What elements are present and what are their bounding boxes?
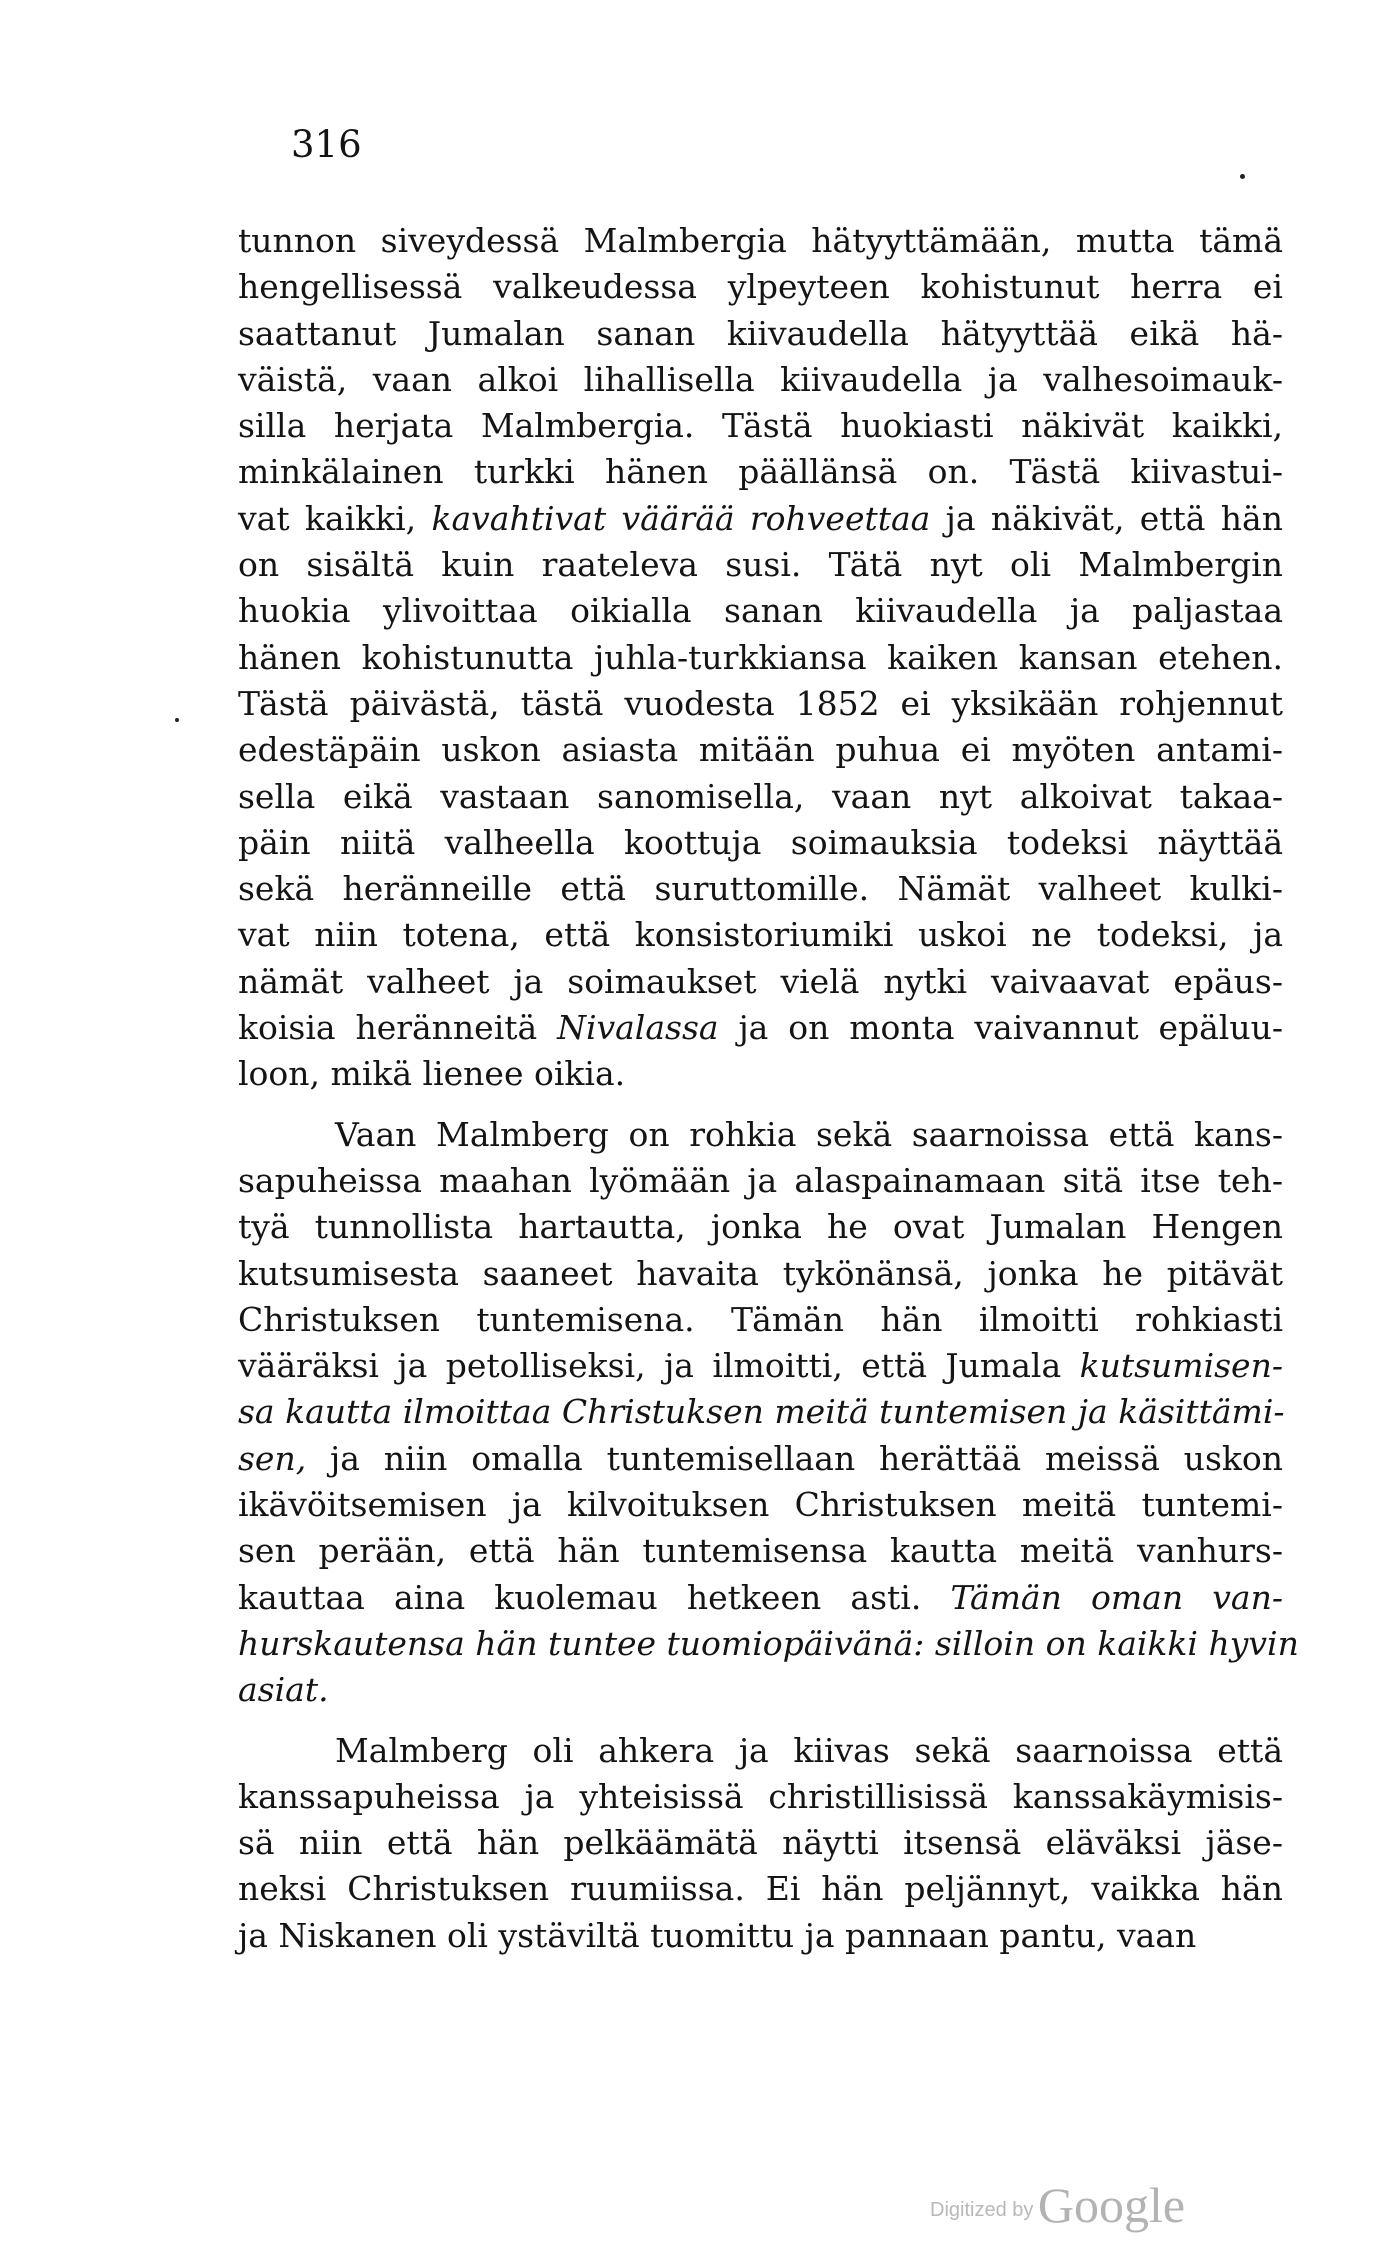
text-segment: loon, mikä lienee oikia.: [238, 1054, 626, 1094]
text-segment: minkälainen turkki hänen päällänsä on. Tästä kiivastui-: [238, 452, 1283, 492]
text-line: [238, 588, 1283, 634]
text-line: [238, 681, 1283, 727]
text-line: [238, 1820, 1283, 1866]
text-line: [238, 820, 1283, 866]
text-segment: väistä, vaan alkoi lihallisella kiivaudella ja valhesoimauk-: [238, 359, 1283, 399]
text-segment: koisia heränneitä: [238, 1008, 558, 1048]
italic-text-segment: kutsumisen-: [1079, 1346, 1283, 1386]
text-line: [238, 1343, 1283, 1389]
text-line: [238, 311, 1283, 357]
italic-text-segment: asiat.: [238, 1670, 329, 1710]
text-line: [238, 449, 1283, 495]
text-segment: huokia ylivoittaa oikialla sanan kiivaudella ja paljastaa: [238, 591, 1283, 631]
text-segment: hengellisessä valkeudessa ylpeyteen kohistunut herra ei: [238, 267, 1283, 307]
text-line: [238, 959, 1283, 1005]
italic-text-segment: hurskautensa hän tuntee tuomiopäivänä: silloin on kaikki hyvin: [238, 1623, 1299, 1663]
text-line: [238, 1913, 1283, 1959]
text-segment: ja näkivät, että hän: [930, 498, 1283, 538]
text-line: [238, 727, 1283, 773]
text-segment: Tästä päivästä, tästä vuodesta 1852 ei yksikään rohjennut: [238, 683, 1283, 723]
italic-text-segment: sa kautta ilmoittaa Christuksen meitä tuntemisen ja käsittämi-: [238, 1392, 1285, 1432]
text-line: [238, 1204, 1283, 1250]
text-segment: ja niin omalla tuntemisellaan herättää meissä uskon: [306, 1438, 1283, 1478]
text-segment: päin niitä valheella koottuja soimauksia todeksi näyttää: [238, 822, 1283, 862]
text-line: [238, 1575, 1283, 1621]
text-segment: sapuheissa maahan lyömään ja alaspainamaan sitä itse teh-: [238, 1160, 1283, 1200]
text-line: [238, 912, 1283, 958]
text-segment: sä niin että hän pelkäämätä näytti itsensä eläväksi jäse-: [238, 1823, 1283, 1863]
text-segment: sen perään, että hän tuntemisensa kautta meitä vanhurs-: [238, 1531, 1283, 1571]
text-line: [238, 1251, 1283, 1297]
text-segment: ikävöitsemisen ja kilvoituksen Christuksen meitä tuntemi-: [238, 1485, 1283, 1525]
italic-text-segment: Nivalassa: [557, 1008, 719, 1048]
watermark-prefix: Digitized by: [930, 2199, 1034, 2221]
page-number: 316: [291, 123, 362, 166]
text-line: [238, 218, 1283, 264]
text-segment: silla herjata Malmbergia. Tästä huokiasti näkivät kaikki,: [238, 406, 1283, 446]
text-segment: hänen kohistunutta juhla-turkkiansa kaiken kansan etehen.: [238, 637, 1283, 677]
text-line: [238, 774, 1283, 820]
text-line: [238, 357, 1283, 403]
text-line: [238, 1297, 1283, 1343]
text-line: [238, 1528, 1283, 1574]
text-line: [238, 542, 1283, 588]
text-line: [238, 1158, 1283, 1204]
text-line: [238, 1774, 1283, 1820]
text-segment: kutsumisesta saaneet havaita tykönänsä, jonka he pitävät: [238, 1253, 1283, 1293]
text-segment: kauttaa aina kuolemau hetkeen asti.: [238, 1577, 951, 1617]
ink-speck: [1240, 174, 1245, 179]
text-segment: ja on monta vaivannut epäluu-: [718, 1008, 1283, 1048]
body-text: [238, 218, 1299, 1959]
text-segment: Malmberg oli ahkera ja kiivas sekä saarnoissa että: [335, 1730, 1283, 1770]
text-line: [238, 866, 1283, 912]
text-segment: sekä heränneille että suruttomille. Nämät valheet kulki-: [238, 869, 1283, 909]
text-line: [238, 635, 1283, 681]
text-segment: saattanut Jumalan sanan kiivaudella hätyyttää eikä hä-: [238, 313, 1283, 353]
text-segment: sella eikä vastaan sanomisella, vaan nyt alkoivat takaa-: [238, 776, 1283, 816]
text-line: [238, 1436, 1283, 1482]
text-line: [238, 1667, 1283, 1713]
google-logo: Google: [1037, 2177, 1186, 2233]
text-line: [238, 1866, 1283, 1912]
text-segment: nämät valheet ja soimaukset vielä nytki vaivaavat epäus-: [238, 961, 1283, 1001]
text-segment: Christuksen tuntemisena. Tämän hän ilmoitti rohkiasti: [238, 1299, 1283, 1339]
text-line: [238, 1482, 1283, 1528]
text-segment: tunnon siveydessä Malmbergia hätyyttämään, mutta tämä: [238, 221, 1283, 260]
text-segment: ja Niskanen oli ystäviltä tuomittu ja pannaan pantu, vaan: [238, 1915, 1197, 1955]
google-watermark: [930, 2176, 1185, 2234]
text-line: [238, 264, 1283, 310]
text-segment: edestäpäin uskon asiasta mitään puhua ei myöten antami-: [238, 730, 1283, 770]
text-segment: kanssapuheissa ja yhteisissä christillisissä kanssakäymisis-: [238, 1776, 1283, 1816]
text-segment: vat niin totena, että konsistoriumiki uskoi ne todeksi, ja: [238, 915, 1283, 955]
text-segment: Vaan Malmberg on rohkia sekä saarnoissa että kans-: [335, 1114, 1283, 1154]
text-segment: on sisältä kuin raateleva susi. Tätä nyt oli Malmbergin: [238, 545, 1283, 585]
text-line: [238, 403, 1283, 449]
text-line: [238, 1051, 1283, 1097]
text-line: [238, 1112, 1283, 1158]
text-segment: neksi Christuksen ruumiissa. Ei hän peljännyt, vaikka hän: [238, 1869, 1283, 1909]
text-line: [238, 1728, 1283, 1774]
italic-text-segment: Tämän oman van-: [950, 1577, 1283, 1617]
text-segment: tyä tunnollista hartautta, jonka he ovat Jumalan Hengen: [238, 1207, 1283, 1247]
text-segment: vääräksi ja petolliseksi, ja ilmoitti, että Jumala: [238, 1346, 1080, 1386]
text-line: [238, 1389, 1283, 1435]
paragraph-gap: [238, 1714, 1283, 1728]
ink-speck: [175, 718, 179, 722]
paragraph-gap: [238, 1098, 1283, 1112]
text-line: [238, 1621, 1299, 1667]
italic-text-segment: kavahtivat väärää rohveettaa: [431, 498, 931, 538]
text-line: [238, 496, 1283, 542]
text-line: [238, 1005, 1283, 1051]
text-segment: vat kaikki,: [238, 498, 432, 538]
italic-text-segment: sen,: [238, 1438, 307, 1478]
